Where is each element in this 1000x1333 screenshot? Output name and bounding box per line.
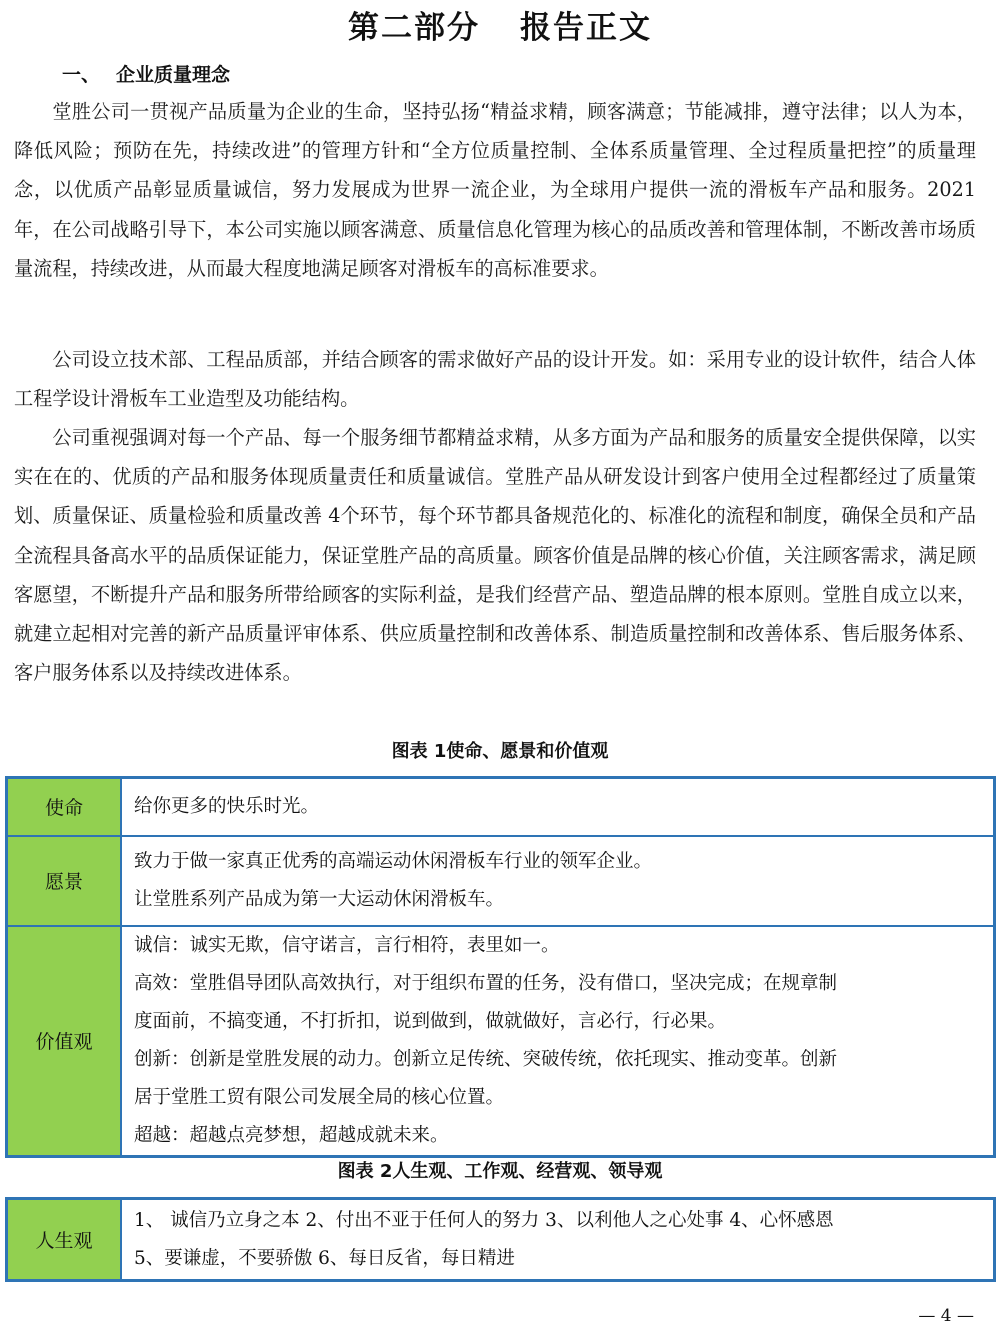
values-line: 诚信：诚实无欺，信守诺言，言行相符，表里如一。 [134, 934, 560, 956]
outlook-table [5, 1197, 996, 1282]
vision-line: 致力于做一家真正优秀的高端运动休闲滑板车行业的领军企业。 [134, 850, 653, 872]
values-line: 居于堂胜工贸有限公司发展全局的核心位置。 [134, 1086, 505, 1108]
values-line: 创新：创新是堂胜发展的动力。创新立足传统、突破传统，依托现实、推动变革。创新 [134, 1048, 838, 1070]
table-row-mission [7, 778, 995, 836]
page-number: — 4 — [918, 1306, 974, 1326]
mission-text: 给你更多的快乐时光。 [121, 778, 995, 836]
values-text [121, 926, 995, 1157]
values-line: 高效：堂胜倡导团队高效执行，对于组织布置的任务，没有借口，坚决完成；在规章制 [134, 972, 838, 994]
table1-caption: 图表 1使命、愿景和价值观 [391, 741, 609, 762]
table2-caption: 图表 2人生观、工作观、经营观、领导观 [337, 1161, 663, 1182]
paragraph-quality-philosophy: 堂胜公司一贯视产品质量为企业的生命，坚持弘扬“精益求精，顾客满意；节能减排，遵守法律；以人为本，降低风险；预防在先，持续改进”的管理方针和“全方位质量控制、全体系质量管理、全过程质量把控”的质量理念，以优质产品彰显质量诚信，努力发展成为世界一流企业，为全球用户提供一流的滑板车产品和服务。2021 年，在公司战略引导下，本公司实施以顾客满意、质量信息化管理为核心的品质改善和管理体制，不断改善市场质量流程，持续改进，从而最大程度地满足顾客对滑板车的高标准要求。 [14, 100, 976, 280]
table-row-life-outlook [7, 1199, 995, 1281]
vision-label: 愿景 [7, 836, 122, 926]
table-row-values [7, 926, 995, 1157]
vision-line: 让堂胜系列产品成为第一大运动休闲滑板车。 [134, 888, 505, 910]
section-title: 企业质量理念 [116, 64, 231, 86]
report-title: 报告正文 [520, 10, 652, 46]
life-outlook-line: 1、 诚信乃立身之本 2、付出不亚于任何人的努力 3、以利他人之心处事 4、心怀感恩 [134, 1209, 834, 1231]
life-outlook-label: 人生观 [7, 1199, 122, 1281]
mission-vision-values-table [5, 776, 996, 1158]
table-row-vision [7, 836, 995, 926]
page-title [0, 2, 1000, 47]
vision-text [121, 836, 995, 926]
life-outlook-text [121, 1199, 995, 1281]
values-line: 超越：超越点亮梦想，超越成就未来。 [134, 1124, 449, 1146]
section-number: 一、 [62, 64, 101, 86]
mission-label: 使命 [7, 778, 122, 836]
values-label: 价值观 [7, 926, 122, 1157]
paragraph-quality-assurance: 公司重视强调对每一个产品、每一个服务细节都精益求精，从多方面为产品和服务的质量安全提供保障，以实实在在的、优质的产品和服务体现质量责任和质量诚信。堂胜产品从研发设计到客户使用全过程都经过了质量策划、质量保证、质量检验和质量改善 4个环节，每个环节都具备规范化的、标准化的流程和制度，确保全员和产品全流程具备高水平的品质保证能力，保证堂胜产品的高质量。顾客价值是品牌的核心价值，关注顾客需求，满足顾客愿望，不断提升产品和服务所带给顾客的实际利益，是我们经营产品、塑造品牌的根本原则。堂胜自成立以来，就建立起相对完善的新产品质量评审体系、供应质量控制和改善体系、制造质量控制和改善体系、售后服务体系、客户服务体系以及持续改进体系。 [14, 426, 976, 685]
values-line: 度面前，不搞变通，不打折扣，说到做到，做就做好，言必行，行必果。 [134, 1010, 727, 1032]
section-heading [62, 60, 230, 87]
part-label: 第二部分 [348, 10, 480, 46]
paragraph-design-development: 公司设立技术部、工程品质部，并结合顾客的需求做好产品的设计开发。如：采用专业的设计软件，结合人体工程学设计滑板车工业造型及功能结构。 [14, 348, 976, 411]
life-outlook-line: 5、要谦虚，不要骄傲 6、每日反省，每日精进 [134, 1247, 515, 1269]
